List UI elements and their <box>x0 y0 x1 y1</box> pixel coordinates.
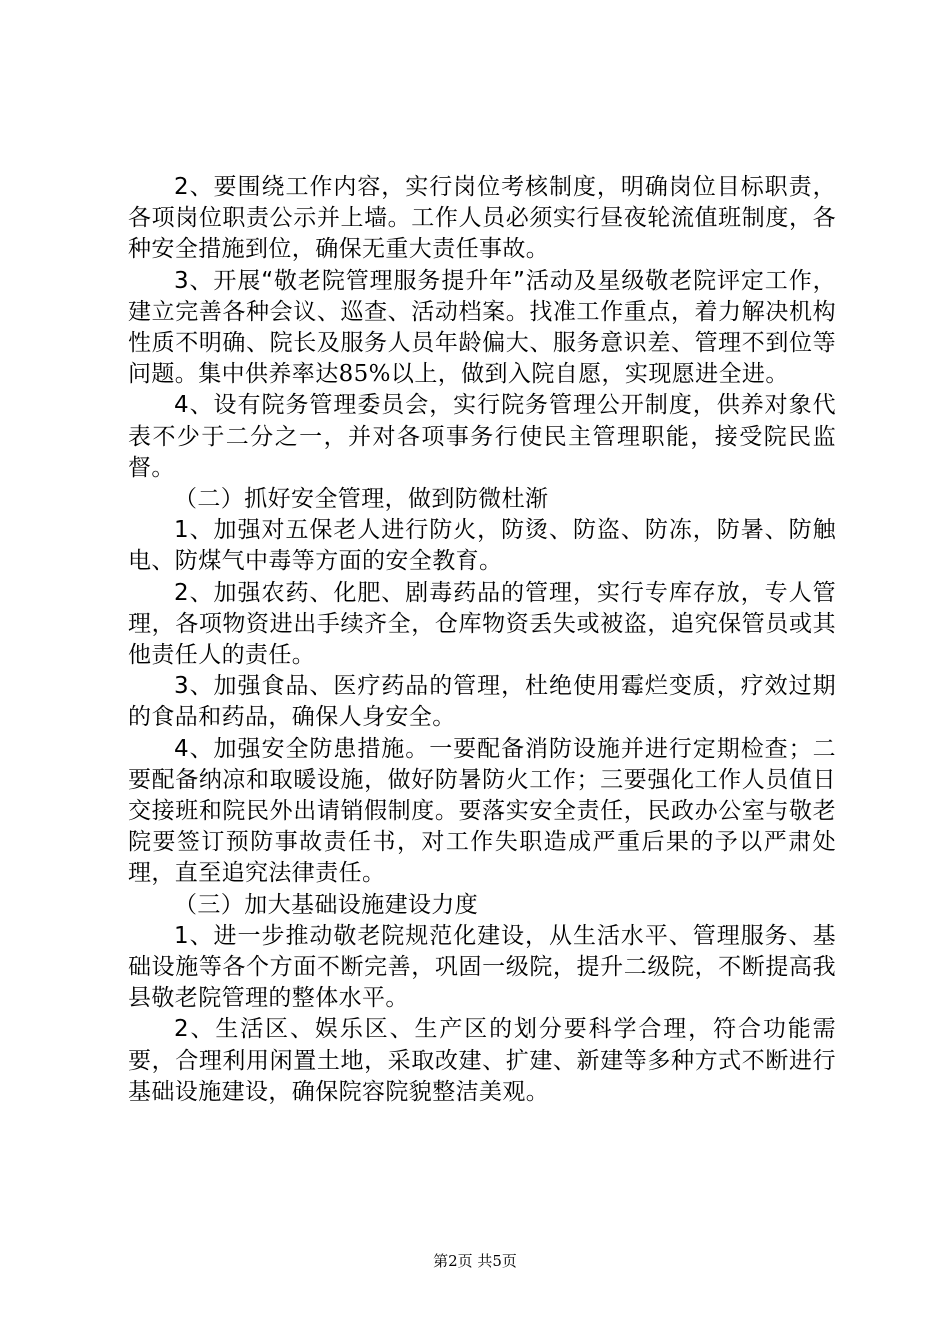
section-2-item-4-text: 4、加强安全防患措施。 <box>174 735 430 762</box>
section-2-item-4 <box>128 734 836 890</box>
section-2-item-1: 1、加强对五保老人进行防火，防烫、防盗、防冻，防暑、防触电、防煤气中毒等方面的安全教育。 <box>128 517 836 575</box>
paragraph-2 <box>128 266 836 391</box>
paragraph-1-tail: 工作人员必须实行昼夜轮流值班制度，各种安全措施到位，确保无重大责任事故。 <box>128 205 836 263</box>
document-body <box>128 172 836 1108</box>
section-3-item-2: 2、生活区、娱乐区、生产区的划分要科学合理，符合功能需要，合理利用闲置土地，采取改建、扩建、新建等多种方式不断进行基础设施建设，确保院容院貌整洁美观。 <box>128 1016 836 1105</box>
paragraph-3 <box>128 390 836 484</box>
section-2-item-3: 3、加强食品、医疗药品的管理，杜绝使用霉烂变质，疗效过期的食品和药品，确保人身安全。 <box>128 673 836 731</box>
section-3-heading: （三）加大基础设施建设力度 <box>174 891 479 918</box>
paragraph-1-text: 2、要围绕工作内容，实行岗位考核制度，明确岗位目标职责，各项岗位职责公示并上墙。 <box>128 174 836 232</box>
page-number-label: 第2页 共5页 <box>433 1252 517 1270</box>
page-footer <box>0 1250 950 1271</box>
section-3-item-1: 1、进一步推动敬老院规范化建设，从生活水平、管理服务、基础设施等各个方面不断完善，巩固一级院，提升二级院，不断提高我县敬老院管理的整体水平。 <box>128 922 836 1012</box>
section-2-heading: （二）抓好安全管理，做到防微杜渐 <box>174 486 549 513</box>
paragraph-2-tail: 找准工作重点，着力解决机构性质不明确、院长及服务人员年龄偏大、服务意识差、管理不到位等问题。集中供养率达85%以上，做到入院自愿，实现愿进全进。 <box>128 298 836 388</box>
paragraph-1 <box>128 172 836 266</box>
section-2-item-2: 2、加强农药、化肥、剧毒药品的管理，实行专库存放，专人管理，各项物资进出手续齐全，仓库物资丢失或被盗，追究保管员或其他责任人的责任。 <box>128 579 836 669</box>
section-2-item-4-tail: 一要配备消防设施并进行定期检查；二要配备纳凉和取暖设施，做好防暑防火工作；三要强化工作人员值日交接班和院民外出请销假制度。要落实安全责任，民政办公室与敬老院要签订预防事故责任书，对工作失职造成严重后果的予以严肃处理，直至追究法律责任。 <box>128 735 836 887</box>
paragraph-2-text: 3、开展“敬老院管理服务提升年”活动及星级敬老院评定工作，建立完善各种会议、巡查、活动档案。 <box>128 267 836 325</box>
paragraph-3-text: 4、设有院务管理委员会，实行院务管理公开制度，供养对象代表不少于二分之一，并对各项事务行使民主管理职能，接受院民监督。 <box>128 392 836 481</box>
